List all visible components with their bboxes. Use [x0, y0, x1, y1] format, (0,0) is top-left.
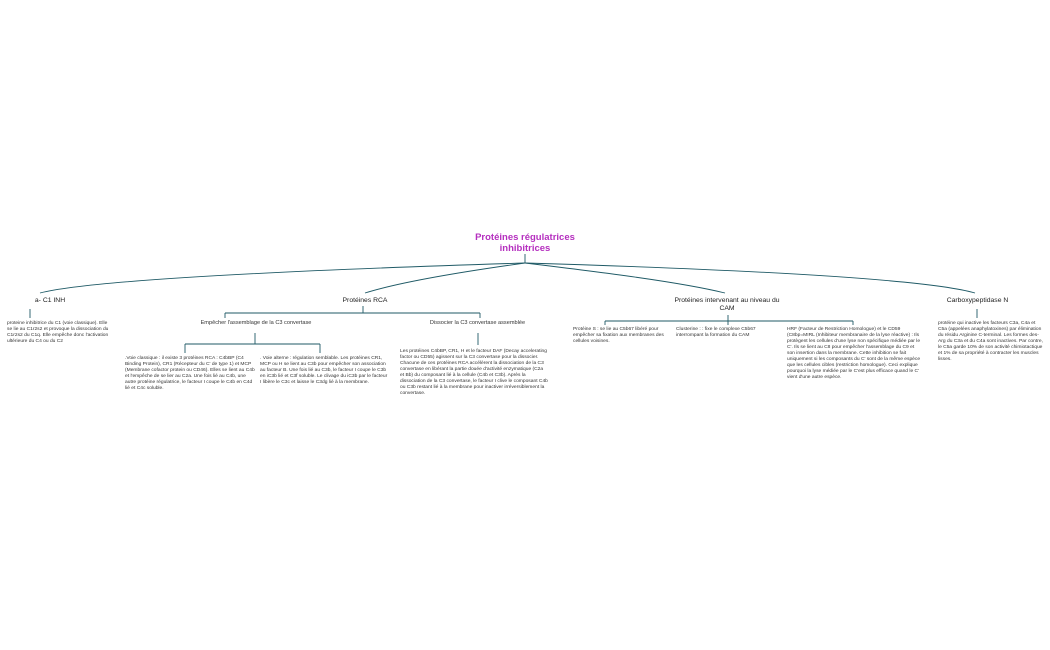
subtopic-empecher-assemblage[interactable]: Empêcher l'assemblage de la C3 convertase: [200, 320, 312, 326]
rca-voie-alterne-text[interactable]: . Voie alterne : régulation semblable. Les protéines CR1, MCP ou H se lient au C3b pour empêcher son association au facteur B. Une fois lié au C3b, le facteur I coupe le C3b en iC3b lié et C3f soluble. Le clivage du iC3b par le facteur I libère le C3c et laisse le C3dg lié à la membrane.: [260, 356, 388, 385]
cam-clusterine[interactable]: Clusterine : : fixe le complexe C5b67 interrompant la formation du CAM: [676, 327, 756, 338]
connector-root-cam: [525, 263, 725, 293]
c1-inh-description[interactable]: proteine inhibitrice du C1 (voie classique). Elle se lie au C1r2s2 et provoque la dissociation du C1r2s2 du C1q. Elle empêche donc l'activation ultérieure du C4 ou du C2: [7, 321, 109, 344]
topic-carboxypeptidase-n[interactable]: Carboxypeptidase N: [946, 297, 1009, 304]
connector-root-c1inh: [40, 263, 525, 293]
cam-hrf-cd59[interactable]: HRF (Facteur de Restriction Homologue) et le CD59 (C8bp=MIRL (Inhibiteur membranaire de la lyse réactive) : Ils protègent les cellules d'une lyse non spécifique médiée par le C'. Ils se lient au C8 pour empêcher l'assemblage du C9 et son insertion dans la membrane. Cette inhibition se fait uniquement si les composants du C' sont de la même espèce que les cellules cibles (restriction homologue). Ceci explique pourquoi la lyse médiée par le C'est plus efficace quand le C' vient d'une autre espèce.: [787, 327, 921, 380]
topic-cam[interactable]: Protéines intervenant au niveau du CAM: [674, 297, 780, 312]
rca-voie-classique-text[interactable]: .Voie classique : il existe 3 protéines RCA : C4bBP (C4 Binding Protein), CR1 (Récepteur du C' de type 1) et MCP (Membrane cofactor protein ou CD46). Elles se lient au C4b et l'empêche de se lier au C2a. Une fois lié au C4b, une autre protéine régulatrice, le facteur I coupe le C4b en C4d lié et C4c soluble.: [125, 356, 255, 391]
connector-cam-bracket: [605, 315, 853, 325]
cam-proteine-s[interactable]: Protéine S : se lie au C5b67 libéré pour empêcher sa fixation aux membranes des cellules voisines.: [573, 327, 664, 344]
connector-sub1-bracket: [185, 333, 320, 353]
carboxypeptidase-description[interactable]: protéine qui inactive les facteurs C3a, C4a et C5a (appelées anaphylatoxines) par élimination du résidu Arginine C-terminal. Les formes des-Arg du C3a et du C4a sont inactives. Par contre, le C5a garde 10% de son activité chimiotactique et 1% de sa propriété à contracter les muscles lisses.: [938, 321, 1043, 362]
root-topic[interactable]: Protéines régulatrices inhibitrices: [475, 232, 575, 254]
connector-root-cpn: [525, 263, 975, 293]
connector-rca-bracket: [225, 306, 480, 318]
topic-rca[interactable]: Protéines RCA: [342, 297, 388, 304]
subtopic-dissocier-convertase[interactable]: Dissocier la C3 convertase assemblée: [429, 320, 526, 326]
topic-c1-inh[interactable]: a- C1 INH: [34, 297, 66, 304]
rca-dissocier-text[interactable]: Les protéines C4bBP, CR1, H et le facteur DAF (Decay accelerating factor ou CD55) agissent sur la C3 convertase pour la dissocier. Chacune de ces protéines RCA accélèrent la dissociation de la C3 convertase en libérant la partie douée d'activité enzymatique (C2a et Bb) du composant lié à la cellule (C4b et C3b). Après la dissociation de la C3 convertase, le facteur I clive le composant C4b ou C3b restant lié à la membrane pour inactiver irréversiblement la convertase.: [400, 349, 548, 396]
